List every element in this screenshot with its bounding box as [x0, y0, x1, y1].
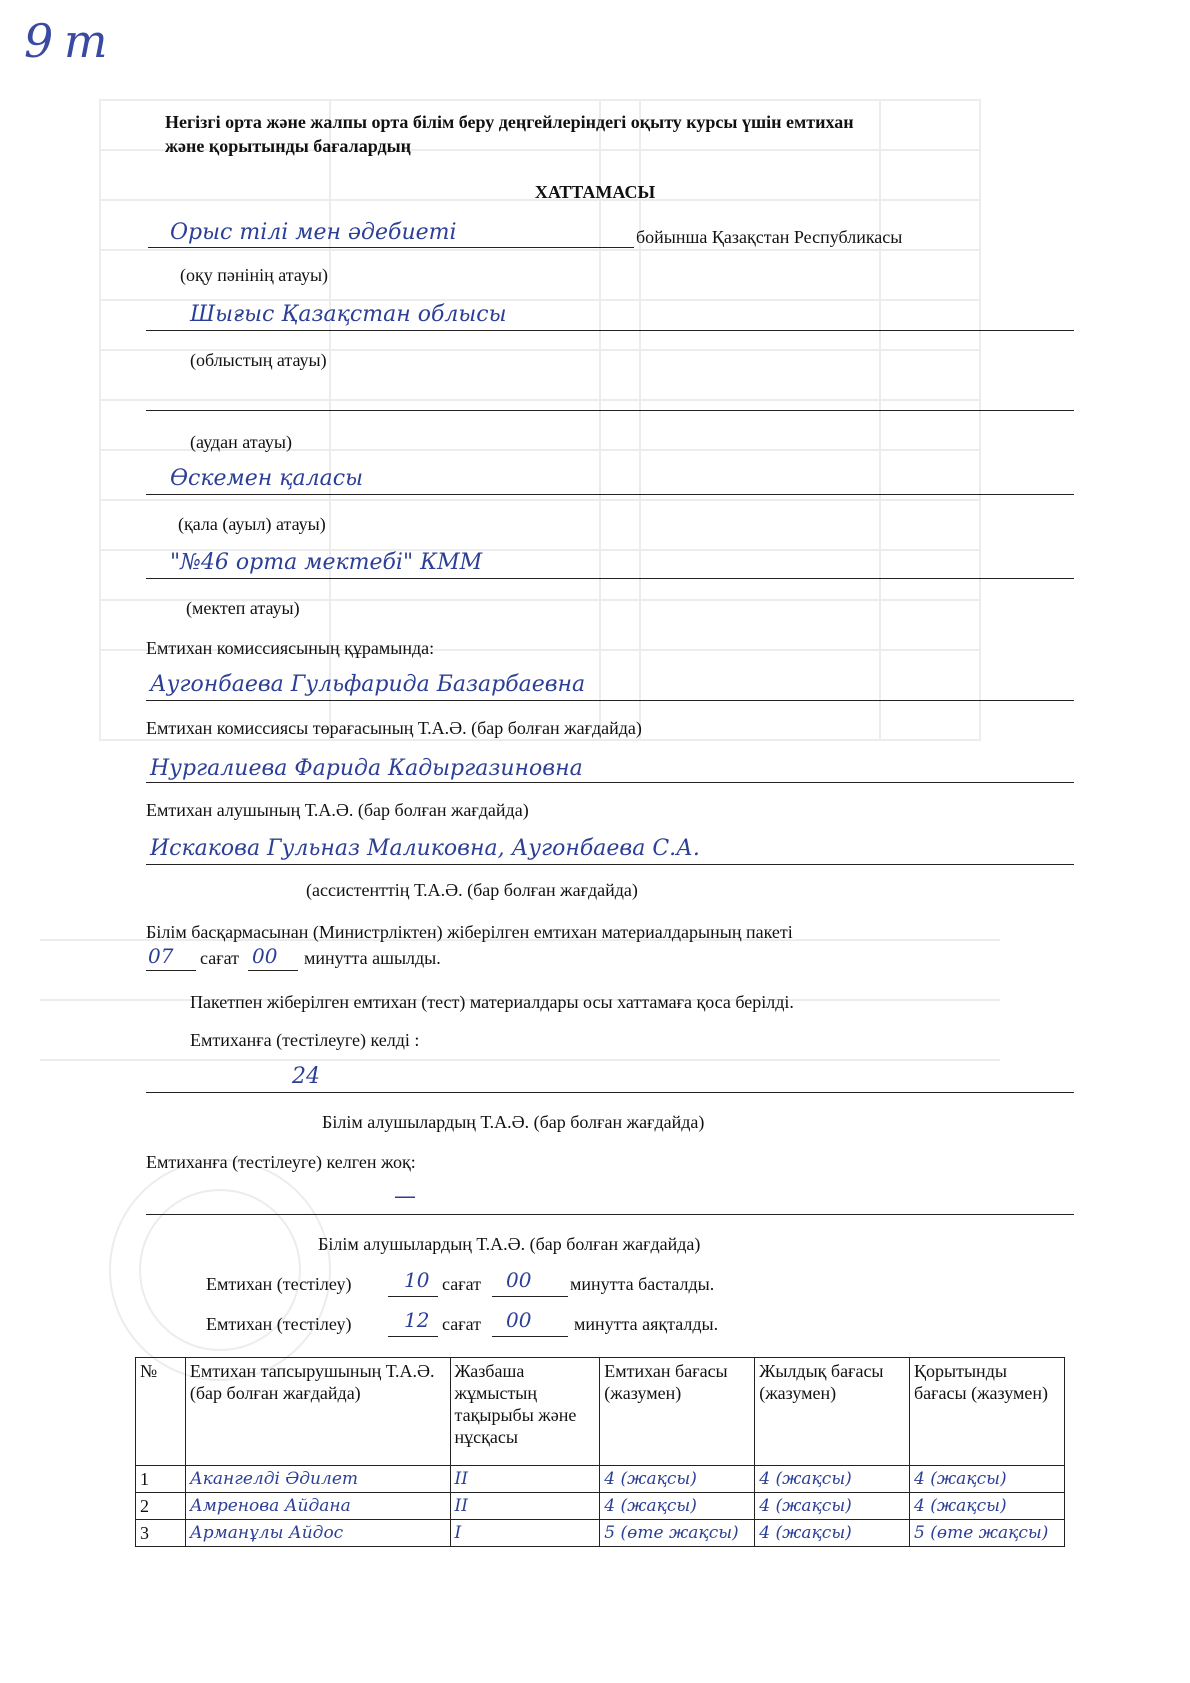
region-value: Шығыс Қазақстан облысы: [190, 302, 507, 327]
corner-handwritten-note: 9 т: [24, 14, 106, 68]
school-caption: (мектеп атауы): [186, 598, 300, 618]
region-caption: (облыстың атауы): [190, 350, 327, 370]
chair-underline: [146, 700, 1074, 701]
annual-grade: 4 (жақсы): [755, 1520, 910, 1547]
end-prefix: Емтихан (тестілеу): [206, 1314, 352, 1334]
end-minute: 00: [506, 1308, 532, 1332]
student-name: Арманұлы Айдос: [185, 1520, 450, 1547]
table-row: [136, 1520, 1065, 1547]
examiner-underline: [146, 782, 1074, 783]
start-hour: 10: [404, 1268, 430, 1292]
subject-underline: [148, 247, 634, 248]
row-number: 3: [136, 1520, 186, 1547]
document-heading: [165, 110, 1045, 158]
end-suffix: минутта аяқталды.: [574, 1314, 719, 1334]
student-name: Акангелді Әдилет: [185, 1466, 450, 1493]
heading-line-2: және қорытынды бағалардың: [165, 136, 411, 156]
assistant-caption: (ассистенттің Т.А.Ә. (бар болған жағдайда): [306, 880, 638, 900]
final-grade: 4 (жақсы): [910, 1466, 1065, 1493]
document-title: ХАТТАМАСЫ: [534, 182, 656, 202]
package-hour: 07: [148, 944, 174, 968]
row-number: 1: [136, 1466, 186, 1493]
subject-caption: (оқу пәнінің атауы): [180, 265, 329, 285]
results-table: [135, 1357, 1065, 1547]
annual-grade: 4 (жақсы): [755, 1493, 910, 1520]
arrived-caption: Білім алушылардың Т.А.Ә. (бар болған жағдайда): [322, 1112, 705, 1132]
table-row: [136, 1466, 1065, 1493]
annual-grade: 4 (жақсы): [755, 1466, 910, 1493]
start-minute-underline: [492, 1296, 568, 1297]
package-minute: 00: [252, 944, 278, 968]
column-header: Жазбаша жұмыстың тақырыбы және нұсқасы: [450, 1358, 600, 1466]
student-name: Амренова Айдана: [185, 1493, 450, 1520]
table-header-row: [136, 1358, 1065, 1466]
end-hour: 12: [404, 1308, 430, 1332]
chair-value: Аугонбаева Гульфарида Базарбаевна: [150, 672, 586, 697]
assistant-underline: [146, 864, 1074, 865]
variant: II: [450, 1466, 600, 1493]
district-underline: [146, 410, 1074, 411]
subject-value: Орыс тілі мен әдебиеті: [170, 220, 457, 245]
package-minute-suffix: минутта ашылды.: [304, 948, 441, 968]
absent-caption: Білім алушылардың Т.А.Ә. (бар болған жағдайда): [318, 1234, 701, 1254]
variant: II: [450, 1493, 600, 1520]
absent-label: Емтиханға (тестілеуге) келген жоқ:: [146, 1152, 416, 1172]
package-attached-note: Пакетпен жіберілген емтихан (тест) материалдары осы хаттамаға қоса берілді.: [190, 992, 794, 1012]
school-underline: [146, 578, 1074, 579]
start-hour-word: сағат: [442, 1274, 481, 1294]
examiner-caption: Емтихан алушының Т.А.Ә. (бар болған жағдайда): [146, 800, 529, 820]
variant: I: [450, 1520, 600, 1547]
absent-underline: [146, 1214, 1074, 1215]
end-hour-underline: [388, 1336, 438, 1337]
column-header: Емтихан тапсырушының Т.А.Ә. (бар болған жағдайда): [185, 1358, 450, 1466]
city-underline: [146, 494, 1074, 495]
absent-value: —: [394, 1184, 416, 1209]
row-number: 2: [136, 1493, 186, 1520]
package-hour-underline: [146, 970, 196, 971]
subject-suffix: бойынша Қазақстан Республикасы: [636, 227, 903, 247]
column-header: Емтихан бағасы (жазумен): [600, 1358, 755, 1466]
final-grade: 4 (жақсы): [910, 1493, 1065, 1520]
end-hour-word: сағат: [442, 1314, 481, 1334]
column-header: Жылдық бағасы (жазумен): [755, 1358, 910, 1466]
examiner-value: Нургалиева Фарида Кадыргазиновна: [150, 756, 583, 781]
table-row: [136, 1493, 1065, 1520]
column-header: №: [136, 1358, 186, 1466]
final-grade: 5 (өте жақсы): [910, 1520, 1065, 1547]
city-caption: (қала (ауыл) атауы): [178, 514, 326, 534]
region-underline: [146, 330, 1074, 331]
end-minute-underline: [492, 1336, 568, 1337]
package-line-1: Білім басқармасынан (Министрліктен) жіберілген емтихан материалдарының пакеті: [146, 922, 793, 942]
heading-line-1: Негізгі орта және жалпы орта білім беру деңгейлеріндегі оқыту курсы үшін емтихан: [165, 112, 854, 132]
exam-grade: 5 (өте жақсы): [600, 1520, 755, 1547]
school-value: "№46 орта мектебі" КММ: [170, 550, 483, 575]
assistant-value: Искакова Гульназ Маликовна, Аугонбаева С.А.: [150, 836, 700, 861]
exam-grade: 4 (жақсы): [600, 1493, 755, 1520]
start-prefix: Емтихан (тестілеу): [206, 1274, 352, 1294]
exam-grade: 4 (жақсы): [600, 1466, 755, 1493]
start-minute: 00: [506, 1268, 532, 1292]
city-value: Өскемен қаласы: [170, 466, 364, 491]
commission-intro: Емтихан комиссиясының құрамында:: [146, 638, 435, 658]
package-minute-underline: [248, 970, 298, 971]
start-suffix: минутта басталды.: [570, 1274, 715, 1294]
column-header: Қорытынды бағасы (жазумен): [910, 1358, 1065, 1466]
package-hour-word: сағат: [200, 948, 239, 968]
district-caption: (аудан атауы): [190, 432, 292, 452]
start-hour-underline: [388, 1296, 438, 1297]
arrived-label: Емтиханға (тестілеуге) келді :: [190, 1030, 420, 1050]
arrived-value: 24: [292, 1064, 320, 1089]
arrived-underline: [146, 1092, 1074, 1093]
chair-caption: Емтихан комиссиясы төрағасының Т.А.Ә. (бар болған жағдайда): [146, 718, 642, 738]
